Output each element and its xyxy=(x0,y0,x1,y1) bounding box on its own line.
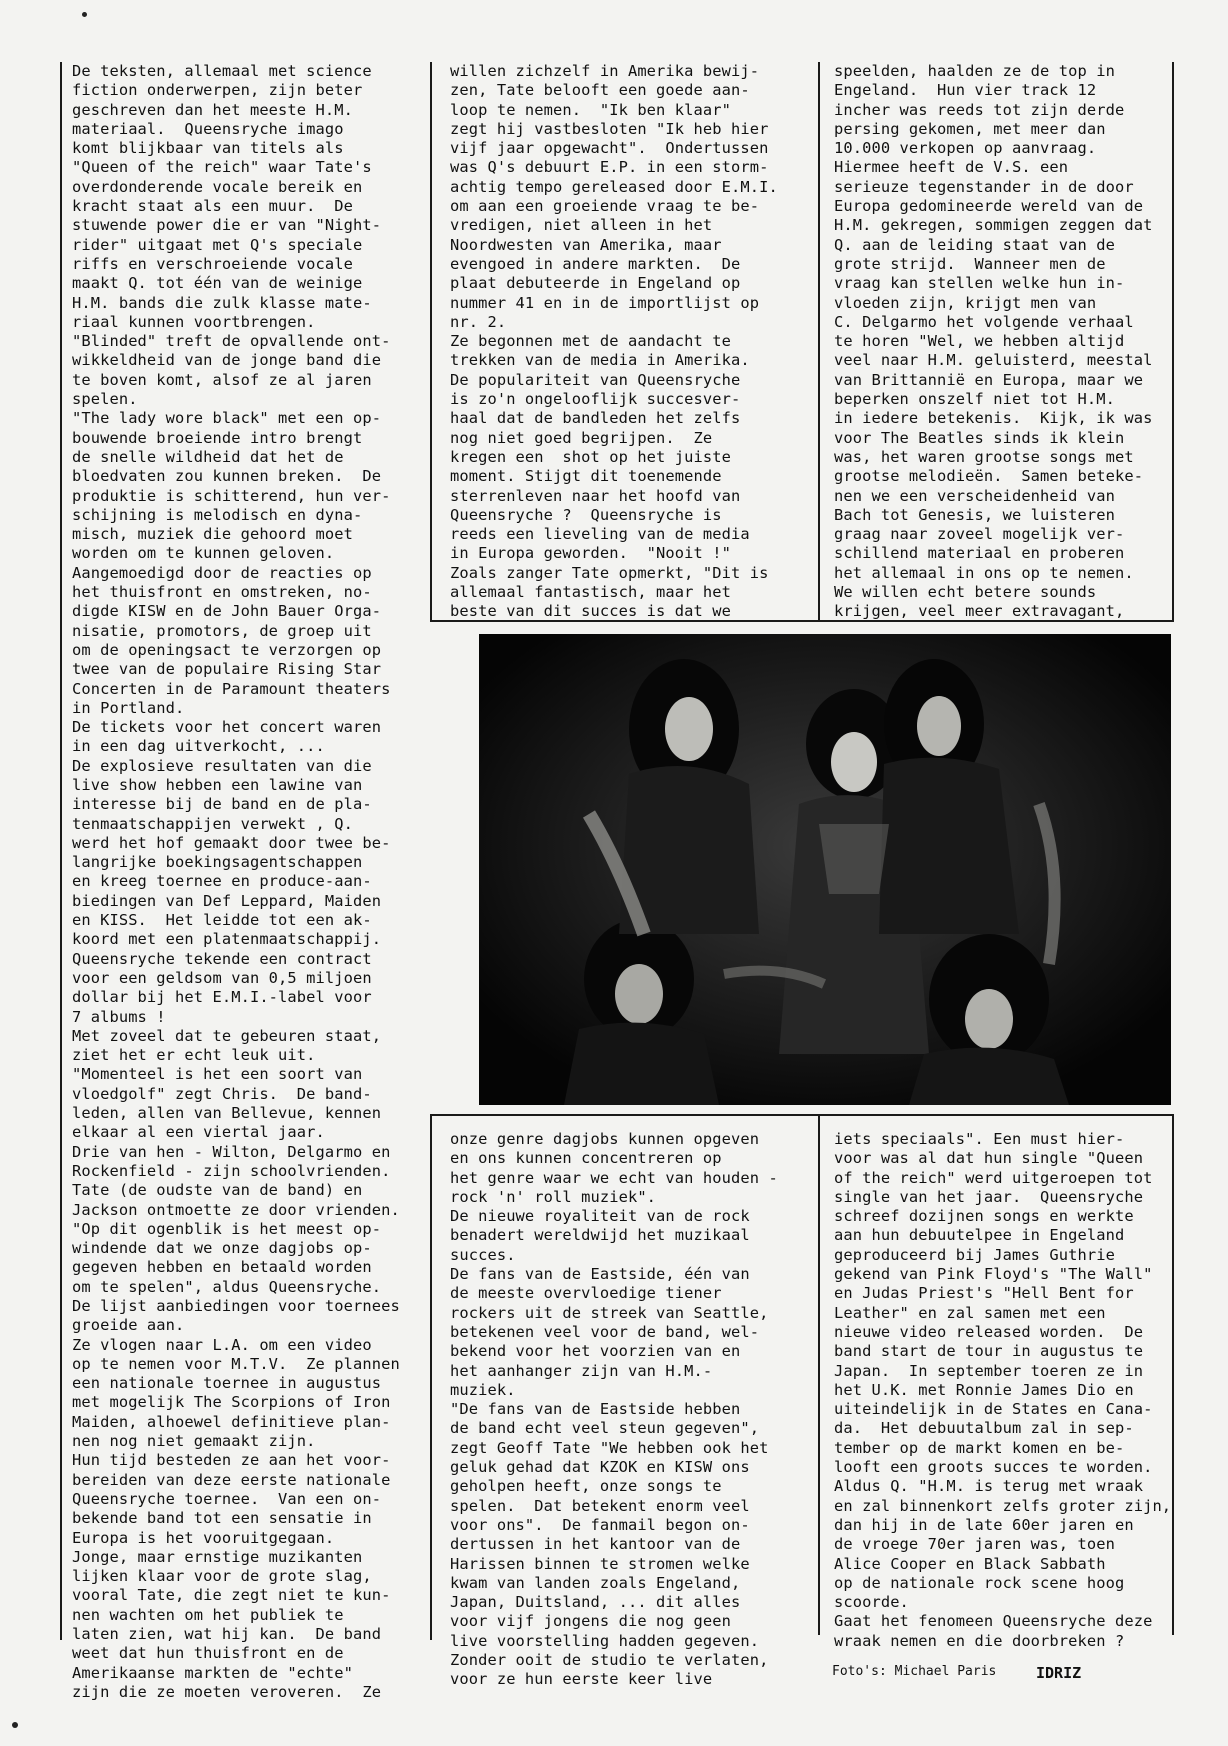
text-line: nr. 2. xyxy=(450,312,507,331)
text-line: "Momenteel is het een soort van xyxy=(72,1065,363,1084)
text-line: voor The Beatles sinds ik klein xyxy=(834,428,1125,447)
text-line: willen zichzelf in Amerika bewij- xyxy=(450,62,760,80)
text-line: grote strijd. Wanneer men de xyxy=(834,254,1106,273)
text-line: zegt Geoff Tate "We hebben ook het xyxy=(450,1438,769,1457)
hole-punch-mark xyxy=(12,1722,18,1728)
text-line: is zo'n ongelooflijk succesver- xyxy=(450,390,741,409)
text-line: Zonder ooit de studio te verlaten, xyxy=(450,1651,769,1670)
text-line: de band echt veel steun gegeven", xyxy=(450,1419,760,1438)
text-line: nen we een verscheidenheid van xyxy=(834,486,1115,505)
text-line: wraak nemen en die doorbreken ? xyxy=(834,1631,1125,1650)
text-line: Bach tot Genesis, we luisteren xyxy=(834,505,1115,524)
text-line: geholpen heeft, onze songs te xyxy=(450,1477,722,1496)
text-line: in Portland. xyxy=(72,698,185,717)
text-line: "The lady wore black" met een op- xyxy=(72,409,382,428)
text-line: rock 'n' roll muziek". xyxy=(450,1187,657,1206)
text-line: aan hun debuutelpee in Engeland xyxy=(834,1226,1125,1245)
text-line: zijn die ze moeten veroveren. Ze xyxy=(72,1682,382,1701)
text-line: het thuisfront en omstreken, no- xyxy=(72,583,372,602)
text-line: Hiermee heeft de V.S. een xyxy=(834,158,1069,177)
text-line: het allemaal in ons op te nemen. xyxy=(834,563,1134,582)
band-photo xyxy=(479,634,1171,1105)
text-line: windende dat we onze dagjobs op- xyxy=(72,1239,372,1258)
text-line: een nationale toernee in augustus xyxy=(72,1374,382,1393)
text-line: bekende band tot een sensatie in xyxy=(72,1509,372,1528)
text-line: bouwende broeiende intro brengt xyxy=(72,428,363,447)
text-line: Amerikaanse markten de "echte" xyxy=(72,1663,353,1682)
text-line: het genre waar we echt van houden - xyxy=(450,1168,778,1187)
text-line: was Q's debuurt E.P. in een storm- xyxy=(450,158,769,177)
text-line: 10.000 verkopen op aanvraag. xyxy=(834,139,1097,158)
text-line: Aangemoedigd door de reacties op xyxy=(72,563,372,582)
text-line: live voorstelling hadden gegeven. xyxy=(450,1631,760,1650)
text-line: maakt Q. tot één van de weinige xyxy=(72,274,363,293)
text-line: nog niet goed begrijpen. Ze xyxy=(450,428,713,447)
text-line: digde KISW en de John Bauer Orga- xyxy=(72,602,382,621)
text-line: reeds een lieveling van de media xyxy=(450,525,750,544)
text-line: De tickets voor het concert waren xyxy=(72,718,382,737)
text-line: te boven komt, alsof ze al jaren xyxy=(72,370,372,389)
text-line: in Europa geworden. "Nooit !" xyxy=(450,544,731,563)
text-line: het aanhanger zijn van H.M.- xyxy=(450,1361,713,1380)
text-line: zen, Tate belooft een goede aan- xyxy=(450,81,750,100)
text-line: benadert wereldwijd het muzikaal xyxy=(450,1226,750,1245)
text-line: worden om te kunnen geloven. xyxy=(72,544,335,563)
text-line: voor ze hun eerste keer live xyxy=(450,1670,713,1689)
author-signature: IDRIZ xyxy=(1036,1664,1082,1682)
text-line: geluk gehad dat KZOK en KISW ons xyxy=(450,1458,750,1477)
text-line: onze genre dagjobs kunnen opgeven xyxy=(450,1130,760,1148)
text-line: wikkeldheid van de jonge band die xyxy=(72,351,382,370)
text-line: en ons kunnen concentreren op xyxy=(450,1149,722,1168)
text-line: van Brittannië en Europa, maar we xyxy=(834,370,1144,389)
text-line: op de nationale rock scene hoog xyxy=(834,1573,1125,1592)
text-line: Aldus Q. "H.M. is terug met wraak xyxy=(834,1477,1144,1496)
text-line: het U.K. met Ronnie James Dio en xyxy=(834,1380,1134,1399)
text-line: voor ons". De fanmail begon on- xyxy=(450,1515,750,1534)
text-line: nisatie, promotors, de groep uit xyxy=(72,621,372,640)
text-line: persing gekomen, met meer dan xyxy=(834,119,1106,138)
text-line: weet dat hun thuisfront en de xyxy=(72,1644,344,1663)
text-line: C. Delgarmo het volgende verhaal xyxy=(834,312,1134,331)
text-line: komt blijkbaar van titels als xyxy=(72,139,344,158)
text-line: geschreven dan het meeste H.M. xyxy=(72,100,353,119)
text-line: fiction onderwerpen, zijn beter xyxy=(72,81,363,100)
text-line: riffs en verschroeiende vocale xyxy=(72,254,353,273)
text-line: de snelle wildheid dat het de xyxy=(72,447,344,466)
text-line: om aan een groeiende vraag te be- xyxy=(450,197,760,216)
text-line: voor een geldsom van 0,5 miljoen xyxy=(72,968,372,987)
text-line: trekken van de media in Amerika. xyxy=(450,351,750,370)
text-line: schijning is melodisch en dyna- xyxy=(72,505,363,524)
text-line: De lijst aanbiedingen voor toernees xyxy=(72,1297,400,1315)
text-line: H.M. bands die zulk klasse mate- xyxy=(72,293,372,312)
text-line: rider" uitgaat met Q's speciale xyxy=(72,235,363,254)
text-line: elkaar al een viertal jaar. xyxy=(72,1123,325,1142)
text-line: lijken klaar voor de grote slag, xyxy=(72,1567,372,1586)
text-line: om de openingsact te verzorgen op xyxy=(72,640,382,659)
text-line: looft een groots succes te worden. xyxy=(834,1458,1153,1477)
text-line: spelen. xyxy=(72,390,138,409)
text-line: "Blinded" treft de opvallende ont- xyxy=(72,332,391,351)
text-line: scoorde. xyxy=(834,1593,909,1612)
rule-above-bottom-text xyxy=(430,1114,1174,1116)
text-line: band start de tour in augustus te xyxy=(834,1342,1144,1361)
text-line: 7 albums ! xyxy=(72,1007,166,1026)
column-3-top xyxy=(834,62,1170,622)
text-line: live show hebben een lawine van xyxy=(72,775,363,794)
text-line: succes. xyxy=(450,1245,516,1264)
text-line: Q. aan de leiding staat van de xyxy=(834,235,1115,254)
text-line: geproduceerd bij James Guthrie xyxy=(834,1245,1115,1264)
photo-credit: Foto's: Michael Paris xyxy=(832,1664,997,1679)
text-line: om te spelen", aldus Queensryche. xyxy=(72,1277,382,1296)
text-line: bereiden van deze eerste nationale xyxy=(72,1470,391,1489)
text-line: Ze begonnen met de aandacht te xyxy=(450,332,731,351)
text-line: ziet het er echt leuk uit. xyxy=(72,1046,316,1065)
text-line: Tate (de oudste van de band) en xyxy=(72,1181,363,1200)
text-line: We willen echt betere sounds xyxy=(834,583,1097,602)
text-line: Europa is het vooruitgegaan. xyxy=(72,1528,335,1547)
column-2-bottom xyxy=(450,1130,810,1690)
text-line: riaal kunnen voortbrengen. xyxy=(72,312,316,331)
text-line: Jackson ontmoette ze door vrienden. xyxy=(72,1200,400,1219)
text-line: serieuze tegenstander in de door xyxy=(834,177,1134,196)
text-line: in een dag uitverkocht, ... xyxy=(72,737,325,756)
text-line: Gaat het fenomeen Queensryche deze xyxy=(834,1612,1153,1631)
text-line: sterrenleven naar het hoofd van xyxy=(450,486,741,505)
text-line: op te nemen voor M.T.V. Ze plannen xyxy=(72,1354,400,1373)
text-line: Queensryche tekende een contract xyxy=(72,949,372,968)
text-line: langrijke boekingsagentschappen xyxy=(72,853,363,872)
text-line: Drie van hen - Wilton, Delgarmo en xyxy=(72,1142,391,1161)
text-line: en zal binnenkort zelfs groter zijn, xyxy=(834,1496,1172,1515)
text-line: veel naar H.M. geluisterd, meestal xyxy=(834,351,1153,370)
text-line: schreef dozijnen songs en werkte xyxy=(834,1207,1134,1226)
text-line: Harissen binnen te stromen welke xyxy=(450,1554,750,1573)
text-line: Europa gedomineerde wereld van de xyxy=(834,197,1144,216)
text-line: vredigen, niet alleen in het xyxy=(450,216,713,235)
column-2-top xyxy=(450,62,810,622)
text-line: vooral Tate, die zegt niet te kun- xyxy=(72,1586,391,1605)
text-line: Zoals zanger Tate opmerkt, "Dit is xyxy=(450,563,769,582)
text-line: was, het waren grootse songs met xyxy=(834,447,1134,466)
text-line: rockers uit de streek van Seattle, xyxy=(450,1303,769,1322)
text-line: kracht staat als een muur. De xyxy=(72,197,353,216)
rule-col1-col2-bottom xyxy=(430,1115,432,1640)
text-line: laten zien, wat hij kan. De band xyxy=(72,1625,382,1644)
text-line: vijf jaar opgewacht". Ondertussen xyxy=(450,139,769,158)
text-line: materiaal. Queensryche imago xyxy=(72,119,344,138)
text-line: overdonderende vocale bereik en xyxy=(72,177,363,196)
text-line: gegeven hebben en betaald worden xyxy=(72,1258,372,1277)
text-line: krijgen, veel meer extravagant, xyxy=(834,602,1125,621)
text-line: nen nog niet gemaakt zijn. xyxy=(72,1432,316,1451)
text-line: betekenen veel voor de band, wel- xyxy=(450,1322,760,1341)
text-line: nummer 41 en in de importlijst op xyxy=(450,293,760,312)
text-line: voor was al dat hun single "Queen xyxy=(834,1149,1144,1168)
text-line: achtig tempo gereleased door E.M.I. xyxy=(450,177,778,196)
text-line: interesse bij de band en de pla- xyxy=(72,795,372,814)
text-line: dollar bij het E.M.I.-label voor xyxy=(72,988,372,1007)
column-3-bottom xyxy=(834,1130,1170,1651)
hole-punch-mark xyxy=(82,12,87,17)
text-line: incher was reeds tot zijn derde xyxy=(834,100,1125,119)
text-line: in iedere betekenis. Kijk, ik was xyxy=(834,409,1153,428)
text-line: groeide aan. xyxy=(72,1316,185,1335)
text-line: de meeste overvloedige tiener xyxy=(450,1284,722,1303)
text-line: of the reich" werd uitgeroepen tot xyxy=(834,1168,1153,1187)
text-line: de vroege 70er jaren was, toen xyxy=(834,1535,1115,1554)
text-line: bloedvaten zou kunnen breken. De xyxy=(72,467,382,486)
text-line: Concerten in de Paramount theaters xyxy=(72,679,391,698)
text-line: Met zoveel dat te gebeuren staat, xyxy=(72,1026,382,1045)
text-line: Maiden, alhoewel definitieve plan- xyxy=(72,1412,391,1431)
text-line: muziek. xyxy=(450,1380,516,1399)
text-line: haal dat de bandleden het zelfs xyxy=(450,409,741,428)
text-line: dertussen in het kantoor van de xyxy=(450,1535,741,1554)
text-line: nieuwe video released worden. De xyxy=(834,1322,1144,1341)
text-line: Alice Cooper en Black Sabbath xyxy=(834,1554,1106,1573)
text-line: met mogelijk The Scorpions of Iron xyxy=(72,1393,391,1412)
text-line: uiteindelijk in de States en Cana- xyxy=(834,1400,1153,1419)
text-line: vloeden zijn, krijgt men van xyxy=(834,293,1097,312)
text-line: te horen "Wel, we hebben altijd xyxy=(834,332,1125,351)
column-1 xyxy=(72,62,424,1702)
text-line: da. Het debuutalbum zal in sep- xyxy=(834,1419,1134,1438)
text-line: misch, muziek die gehoord moet xyxy=(72,525,353,544)
text-line: en Judas Priest's "Hell Bent for xyxy=(834,1284,1134,1303)
text-line: Leather" en zal samen met een xyxy=(834,1303,1106,1322)
text-line: voor vijf jongens die nog geen xyxy=(450,1612,731,1631)
rule-col2-col3-top xyxy=(818,62,820,622)
text-line: De populariteit van Queensryche xyxy=(450,370,741,389)
text-line: Queensryche ? Queensryche is xyxy=(450,505,722,524)
text-line: leden, allen van Bellevue, kennen xyxy=(72,1104,382,1123)
text-line: schillend materiaal en proberen xyxy=(834,544,1125,563)
rule-col2-col3-bottom xyxy=(818,1115,820,1635)
text-line: produktie is schitterend, hun ver- xyxy=(72,486,391,505)
text-line: loop te nemen. "Ik ben klaar" xyxy=(450,100,731,119)
text-line: biedingen van Def Leppard, Maiden xyxy=(72,891,382,910)
text-line: De teksten, allemaal met science xyxy=(72,62,372,80)
rule-col1-col2-top xyxy=(430,62,432,622)
text-line: tember op de markt komen en be- xyxy=(834,1438,1125,1457)
text-line: graag naar zoveel mogelijk ver- xyxy=(834,525,1125,544)
text-line: Ze vlogen naar L.A. om een video xyxy=(72,1335,372,1354)
text-line: gekend van Pink Floyd's "The Wall" xyxy=(834,1265,1153,1284)
text-line: De nieuwe royaliteit van de rock xyxy=(450,1207,750,1226)
text-line: werd het hof gemaakt door twee be- xyxy=(72,833,391,852)
text-line: stuwende power die er van "Night- xyxy=(72,216,382,235)
text-line: plaat debuteerde in Engeland op xyxy=(450,274,741,293)
text-line: "De fans van de Eastside hebben xyxy=(450,1400,741,1419)
band-photo-image xyxy=(479,634,1171,1105)
text-line: vraag kan stellen welke hun in- xyxy=(834,274,1125,293)
text-line: kwam van landen zoals Engeland, xyxy=(450,1573,741,1592)
text-line: De fans van de Eastside, één van xyxy=(450,1265,750,1284)
text-line: "Op dit ogenblik is het meest op- xyxy=(72,1219,382,1238)
text-line: kregen een shot op het juiste xyxy=(450,447,731,466)
text-line: Noordwesten van Amerika, maar xyxy=(450,235,722,254)
text-line: evengoed in andere markten. De xyxy=(450,254,741,273)
text-line: Engeland. Hun vier track 12 xyxy=(834,81,1097,100)
text-line: nen wachten om het publiek te xyxy=(72,1605,344,1624)
text-line: vloedgolf" zegt Chris. De band- xyxy=(72,1084,372,1103)
text-line: bekend voor het voorzien van en xyxy=(450,1342,741,1361)
text-line: "Queen of the reich" waar Tate's xyxy=(72,158,372,177)
text-line: iets speciaals". Een must hier- xyxy=(834,1130,1125,1148)
text-line: Japan. In september toeren ze in xyxy=(834,1361,1144,1380)
text-line: zegt hij vastbesloten "Ik heb hier xyxy=(450,119,769,138)
text-line: beste van dit succes is dat we xyxy=(450,602,731,621)
text-line: Queensryche toernee. Van een on- xyxy=(72,1489,382,1508)
text-line: koord met een platenmaatschappij. xyxy=(72,930,382,949)
text-line: twee van de populaire Rising Star xyxy=(72,660,382,679)
text-line: Rockenfield - zijn schoolvrienden. xyxy=(72,1161,391,1180)
text-line: grootse melodieën. Samen beteke- xyxy=(834,467,1144,486)
text-line: Hun tijd besteden ze aan het voor- xyxy=(72,1451,391,1470)
text-line: dan hij in de late 60er jaren en xyxy=(834,1515,1134,1534)
rule-right-col3-bottom xyxy=(1172,1115,1174,1635)
rule-right-col3-top xyxy=(1172,62,1174,622)
text-line: H.M. gekregen, sommigen zeggen dat xyxy=(834,216,1153,235)
text-line: single van het jaar. Queensryche xyxy=(834,1187,1144,1206)
text-line: moment. Stijgt dit toenemende xyxy=(450,467,722,486)
text-line: Jonge, maar ernstige muzikanten xyxy=(72,1547,363,1566)
text-line: beperken onszelf niet tot H.M. xyxy=(834,390,1115,409)
text-line: Japan, Duitsland, ... dit alles xyxy=(450,1593,741,1612)
text-line: en kreeg toernee en produce-aan- xyxy=(72,872,372,891)
text-line: speelden, haalden ze de top in xyxy=(834,62,1115,80)
rule-left-col1 xyxy=(60,62,62,1640)
text-line: De explosieve resultaten van die xyxy=(72,756,372,775)
text-line: allemaal fantastisch, maar het xyxy=(450,583,731,602)
text-line: spelen. Dat betekent enorm veel xyxy=(450,1496,750,1515)
text-line: en KISS. Het leidde tot een ak- xyxy=(72,911,372,930)
text-line: tenmaatschappijen verwekt , Q. xyxy=(72,814,353,833)
